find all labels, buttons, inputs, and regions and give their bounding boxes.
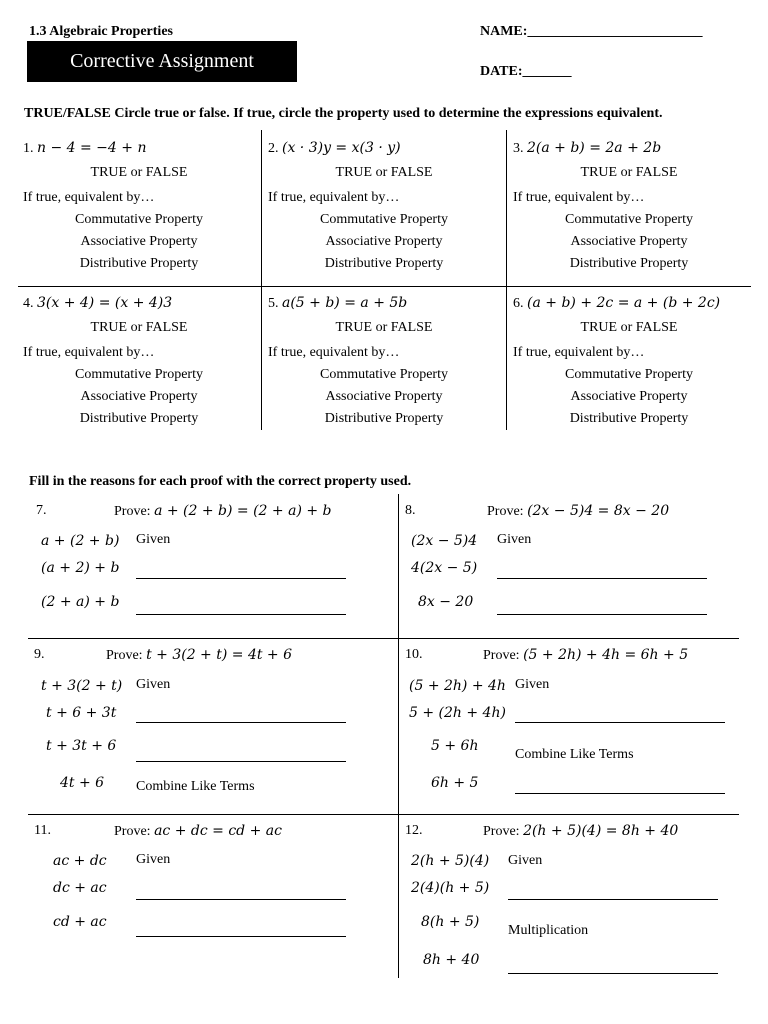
name-label: NAME: — [480, 24, 528, 39]
step-expression: 5 + 6h — [431, 738, 479, 754]
tf-instruction: TRUE/FALSE Circle true or false. If true, circle the property used to determine the expressions equivalent. — [24, 106, 663, 121]
proof-expression: (5 + 2h) + 4h = 6h + 5 — [523, 647, 689, 663]
proof-number: 10. — [405, 647, 423, 662]
step-expression: (5 + 2h) + 4h — [409, 678, 506, 694]
date-label: DATE: — [480, 64, 523, 79]
question-expression: (x · 3)y = x(3 · y) — [282, 140, 401, 156]
reason-blank[interactable] — [497, 614, 707, 615]
step-expression: 2(4)(h + 5) — [411, 880, 490, 896]
prove-label: Prove: — [483, 824, 520, 839]
distributive-option[interactable]: Distributive Property — [79, 411, 199, 426]
commutative-option[interactable]: Commutative Property — [320, 367, 448, 382]
date-field[interactable] — [480, 64, 572, 80]
step-expression: 8x − 20 — [418, 594, 474, 610]
proof-number: 11. — [34, 823, 51, 838]
distributive-option[interactable]: Distributive Property — [569, 411, 689, 426]
reason-blank[interactable] — [136, 578, 346, 579]
question-number: 2. — [268, 141, 279, 156]
if-true-label: If true, equivalent by… — [23, 190, 155, 205]
associative-option[interactable]: Associative Property — [325, 389, 443, 404]
step-reason: Multiplication — [508, 923, 589, 938]
step-expression: ac + dc — [53, 853, 107, 869]
reason-blank[interactable] — [136, 722, 346, 723]
proof-row-divider-1 — [28, 638, 739, 639]
commutative-option[interactable]: Commutative Property — [75, 367, 203, 382]
distributive-option[interactable]: Distributive Property — [569, 256, 689, 271]
reason-blank[interactable] — [136, 614, 346, 615]
distributive-option[interactable]: Distributive Property — [324, 411, 444, 426]
step-expression: t + 6 + 3t — [46, 705, 117, 721]
associative-option[interactable]: Associative Property — [570, 234, 688, 249]
section-title: 1.3 Algebraic Properties — [29, 24, 173, 39]
step-expression: dc + ac — [53, 880, 107, 896]
if-true-label: If true, equivalent by… — [513, 345, 645, 360]
proof-expression: 2(h + 5)(4) = 8h + 40 — [523, 823, 679, 839]
step-reason: Combine Like Terms — [136, 779, 255, 794]
step-expression: 4(2x − 5) — [411, 560, 478, 576]
step-expression: 4t + 6 — [60, 775, 105, 791]
commutative-option[interactable]: Commutative Property — [75, 212, 203, 227]
question-expression: (a + b) + 2c = a + (b + 2c) — [527, 295, 721, 311]
proof-statement — [114, 503, 332, 520]
step-expression: (2 + a) + b — [41, 594, 120, 610]
prove-label: Prove: — [114, 824, 151, 839]
step-expression: (2x − 5)4 — [411, 533, 478, 549]
distributive-option[interactable]: Distributive Property — [79, 256, 199, 271]
true-false-choice[interactable]: TRUE or FALSE — [335, 165, 433, 180]
commutative-option[interactable]: Commutative Property — [320, 212, 448, 227]
step-expression: 5 + (2h + 4h) — [409, 705, 506, 721]
if-true-label: If true, equivalent by… — [23, 345, 155, 360]
question-number: 3. — [513, 141, 524, 156]
step-expression: 2(h + 5)(4) — [411, 853, 490, 869]
commutative-option[interactable]: Commutative Property — [565, 367, 693, 382]
question-number: 5. — [268, 296, 279, 311]
proof-row-divider-2 — [28, 814, 739, 815]
prove-label: Prove: — [487, 504, 524, 519]
reason-blank[interactable] — [515, 793, 725, 794]
reason-blank[interactable] — [136, 936, 346, 937]
proof-number: 7. — [36, 503, 47, 518]
step-reason: Given — [497, 532, 532, 547]
reason-blank[interactable] — [136, 761, 346, 762]
date-blank: _______ — [522, 64, 572, 79]
tf-question-4 — [17, 285, 261, 435]
step-reason: Given — [136, 532, 171, 547]
proof-instruction: Fill in the reasons for each proof with the correct property used. — [29, 474, 412, 489]
proof-statement — [483, 823, 678, 840]
proof-number: 8. — [405, 503, 416, 518]
proof-expression: t + 3(2 + t) = 4t + 6 — [146, 647, 293, 663]
question-expression: n − 4 = −4 + n — [37, 140, 147, 156]
associative-option[interactable]: Associative Property — [325, 234, 443, 249]
if-true-label: If true, equivalent by… — [268, 345, 400, 360]
name-blank: _________________________ — [527, 24, 703, 39]
true-false-choice[interactable]: TRUE or FALSE — [90, 165, 188, 180]
proof-expression: (2x − 5)4 = 8x − 20 — [527, 503, 670, 519]
reason-blank[interactable] — [508, 899, 718, 900]
tf-question-2 — [262, 130, 506, 280]
step-expression: 6h + 5 — [431, 775, 479, 791]
step-expression: t + 3t + 6 — [46, 738, 117, 754]
associative-option[interactable]: Associative Property — [80, 389, 198, 404]
if-true-label: If true, equivalent by… — [268, 190, 400, 205]
question-expression: a(5 + b) = a + 5b — [282, 295, 408, 311]
commutative-option[interactable]: Commutative Property — [565, 212, 693, 227]
question-expression: 2(a + b) = 2a + 2b — [527, 140, 662, 156]
proof-statement — [114, 823, 282, 840]
step-reason: Given — [515, 677, 550, 692]
step-reason: Combine Like Terms — [515, 747, 634, 762]
question-number: 1. — [23, 141, 34, 156]
step-expression: (a + 2) + b — [41, 560, 120, 576]
banner-text: Corrective Assignment — [70, 50, 254, 72]
reason-blank[interactable] — [497, 578, 707, 579]
true-false-choice[interactable]: TRUE or FALSE — [335, 320, 433, 335]
question-number: 4. — [23, 296, 34, 311]
tf-question-3 — [507, 130, 751, 280]
prove-label: Prove: — [483, 648, 520, 663]
step-expression: 8(h + 5) — [421, 914, 480, 930]
question-number: 6. — [513, 296, 524, 311]
step-expression: a + (2 + b) — [41, 533, 120, 549]
tf-question-6 — [507, 285, 751, 435]
proof-expression: ac + dc = cd + ac — [154, 823, 282, 839]
tf-question-5 — [262, 285, 506, 435]
prove-label: Prove: — [106, 648, 143, 663]
proof-divider-vertical — [398, 494, 399, 978]
step-reason: Given — [136, 677, 171, 692]
distributive-option[interactable]: Distributive Property — [324, 256, 444, 271]
true-false-choice[interactable]: TRUE or FALSE — [580, 320, 678, 335]
if-true-label: If true, equivalent by… — [513, 190, 645, 205]
proof-expression: a + (2 + b) = (2 + a) + b — [154, 503, 332, 519]
proof-statement — [483, 647, 688, 664]
reason-blank[interactable] — [136, 899, 346, 900]
tf-question-1 — [17, 130, 261, 280]
true-false-choice[interactable]: TRUE or FALSE — [90, 320, 188, 335]
associative-option[interactable]: Associative Property — [570, 389, 688, 404]
name-field[interactable] — [480, 24, 702, 40]
proof-statement — [487, 503, 669, 520]
question-expression: 3(x + 4) = (x + 4)3 — [37, 295, 173, 311]
step-expression: cd + ac — [53, 914, 107, 930]
associative-option[interactable]: Associative Property — [80, 234, 198, 249]
assignment-banner — [27, 41, 297, 82]
prove-label: Prove: — [114, 504, 151, 519]
step-expression: t + 3(2 + t) — [41, 678, 123, 694]
proof-statement — [106, 647, 292, 664]
step-expression: 8h + 40 — [423, 952, 480, 968]
reason-blank[interactable] — [508, 973, 718, 974]
proof-number: 9. — [34, 647, 45, 662]
true-false-choice[interactable]: TRUE or FALSE — [580, 165, 678, 180]
reason-blank[interactable] — [515, 722, 725, 723]
proof-number: 12. — [405, 823, 423, 838]
step-reason: Given — [136, 852, 171, 867]
step-reason: Given — [508, 853, 543, 868]
